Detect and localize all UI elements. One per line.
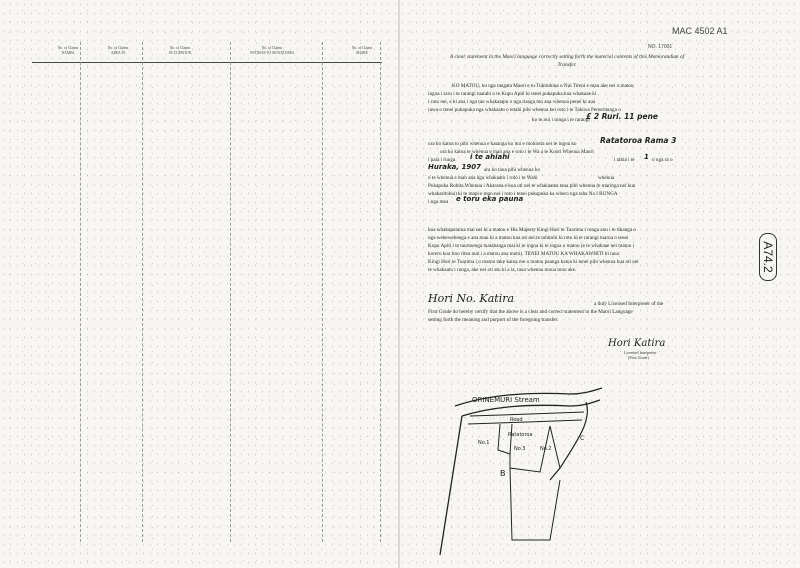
interpreter-signature-2: Hori Katira (608, 338, 666, 349)
folio-number: NO. 17001 (648, 44, 673, 50)
paragraph-2-line: whakaritohia) ki te mapi e man nei i roto i tenei pukapuka ka whero nga taha Na I RUNGA (428, 191, 618, 197)
handwritten-acres: e toru eka pauna (456, 195, 524, 203)
map-label-b: B (500, 469, 506, 478)
lot-boundary (550, 426, 560, 468)
paragraph-2-line: ora ko katoa te whenua e man ana e roto i te Wa a te Kooti Whenua Maori (440, 149, 594, 155)
table-column-divider (230, 42, 231, 542)
paragraph-1-line: i raro nei, e ki ana i nga tau whakatapu o nga tianga mo aua whenua penei ki aua (428, 99, 596, 105)
paragraph-3-line: kua whakaputaina mai nei ki a matou e His Majesty Kingi Hori te Tuarima i runga ano i te tikanga o (428, 227, 637, 233)
road-edge-upper (470, 412, 584, 416)
word-tahia: i tahia i te (614, 157, 635, 163)
certification-line-1: a duly Licensed Interpreter of the (594, 301, 664, 307)
archive-reference: MAC 4502 A1 (672, 26, 728, 36)
table-column-divider (80, 42, 81, 542)
paragraph-1-end: ko te nui i runga i te rarangi (532, 117, 590, 123)
paragraph-3-line: korero koa tino ritea mai i a matou ana moni). TENEI MATOU KA WHAKAWHITI ki taua (428, 251, 619, 257)
table-column-divider (380, 42, 381, 542)
column-header-names: No. of Claims NAMES (57, 46, 79, 55)
column-header-share: No. of Claims SHARE (351, 46, 373, 55)
paragraph-3-line: te whakaatu i runga, ake nei oti atu ki a ia, taua whenua moua tonu ake. (428, 267, 577, 273)
paragraph-2-line: Pukapuka Rohita Whenua i Akarana e kua oti nei te whakaatea taua pihi whenua (e maringa nei kua (428, 183, 636, 189)
handwritten-amount: £ 2 Ruri. 11 pene (586, 112, 659, 121)
road-edge-lower (468, 420, 582, 424)
interpreter-signature: Hori No. Katira (428, 292, 515, 305)
parcel-outline (510, 468, 560, 540)
paragraph-3-line: nga wehewehenga e ana mau ki a matou kua oti nei te tuhituhi ki roto ki te rarangi tuarua o tenei (428, 235, 629, 241)
certification-line-3: setting forth the meaning and purport of the foregoing transfer. (428, 317, 559, 323)
handwritten-count: 1 (644, 153, 649, 161)
document-heading: A clear statement in the Maori language correctly setting forth the material contents of this Memorandum of Transfer. (449, 54, 685, 68)
paragraph-2-line: o te whenua e man ana nga whakaatu i roto i te Wahi (428, 175, 538, 181)
certification-line-2: First Grade do hereby certify that the above is a clear and correct statement in the Maori Language (428, 309, 633, 315)
column-header-witness: No. of Claims WITNESS TO SIGNATURES (250, 46, 294, 55)
handwritten-date: i te ahiahi (470, 153, 510, 161)
table-header-rule (32, 62, 382, 63)
paragraph-3-line: Kupu Apiti i te taurtoenga tuatahanga mai ki te ingoa ki te ingoa o matou (e te whakaae nei matou i (428, 243, 634, 249)
paragraph-1-line: ingoa i raro i te rarangi tuatahi o te Kupu Apiti ki tenei pukapuka kua whakaae ki (428, 91, 597, 97)
map-boundary-left (440, 416, 462, 555)
paragraph-1-line: KO MATOU, ko nga tangata Maori e tu Tuhituhina o Nui Tireni e mau ake nei o matou (452, 83, 634, 89)
paragraph-2-line: ora ko katoa to pihi whenua e katanga ko nui e mohiotia nei te ingoa ko (428, 141, 577, 147)
lot-boundary (498, 424, 512, 454)
paragraph-3-line: Kingi Hori te Tuarima i o matou take katoa me o matou paanga katoa ki tenei pihi whenua kua oti nei (428, 259, 639, 265)
word-ngara: o nga ra o (652, 157, 673, 163)
column-header-area: No. of Claims AREA IN (107, 46, 129, 55)
handwritten-block-name: Ratatoroa Rama 3 (600, 136, 677, 145)
paragraph-2-line: ara ko taua pihi whenua ko (484, 167, 541, 173)
map-label-road: Road (510, 417, 523, 423)
archive-stamp: A74.2 (759, 233, 777, 281)
signature-caption-grade: (First Grade) (628, 355, 649, 360)
paragraph-1-line: rawa o tenei pukapuka nga whakaatu o tetahi pihi whenua kei roto i te Takiwa Pereeritanga o (428, 107, 621, 113)
table-column-divider (142, 42, 143, 542)
paragraph-2-line: i nga mea (428, 199, 449, 205)
column-header-occupation: No. of Claims OCCUPATION (168, 46, 192, 55)
map-label-lot-3: No.3 (514, 446, 526, 452)
map-label-lot-1: No.1 (478, 440, 490, 446)
signature-caption: Licensed Interpreter (624, 350, 657, 355)
handwritten-year: Huraka, 1907 (428, 163, 481, 171)
paragraph-2-line: i paia i runga (428, 157, 456, 163)
survey-map (410, 380, 630, 560)
map-label-stream: ORINEMURI Stream (472, 396, 540, 404)
word-whenua: whenua (598, 175, 615, 181)
map-label-c: C (580, 435, 585, 442)
map-label-lot-2: No.2 (540, 446, 552, 452)
page-fold (398, 0, 400, 568)
map-label-section: Ratatoroa (508, 432, 533, 438)
table-column-divider (322, 42, 323, 542)
